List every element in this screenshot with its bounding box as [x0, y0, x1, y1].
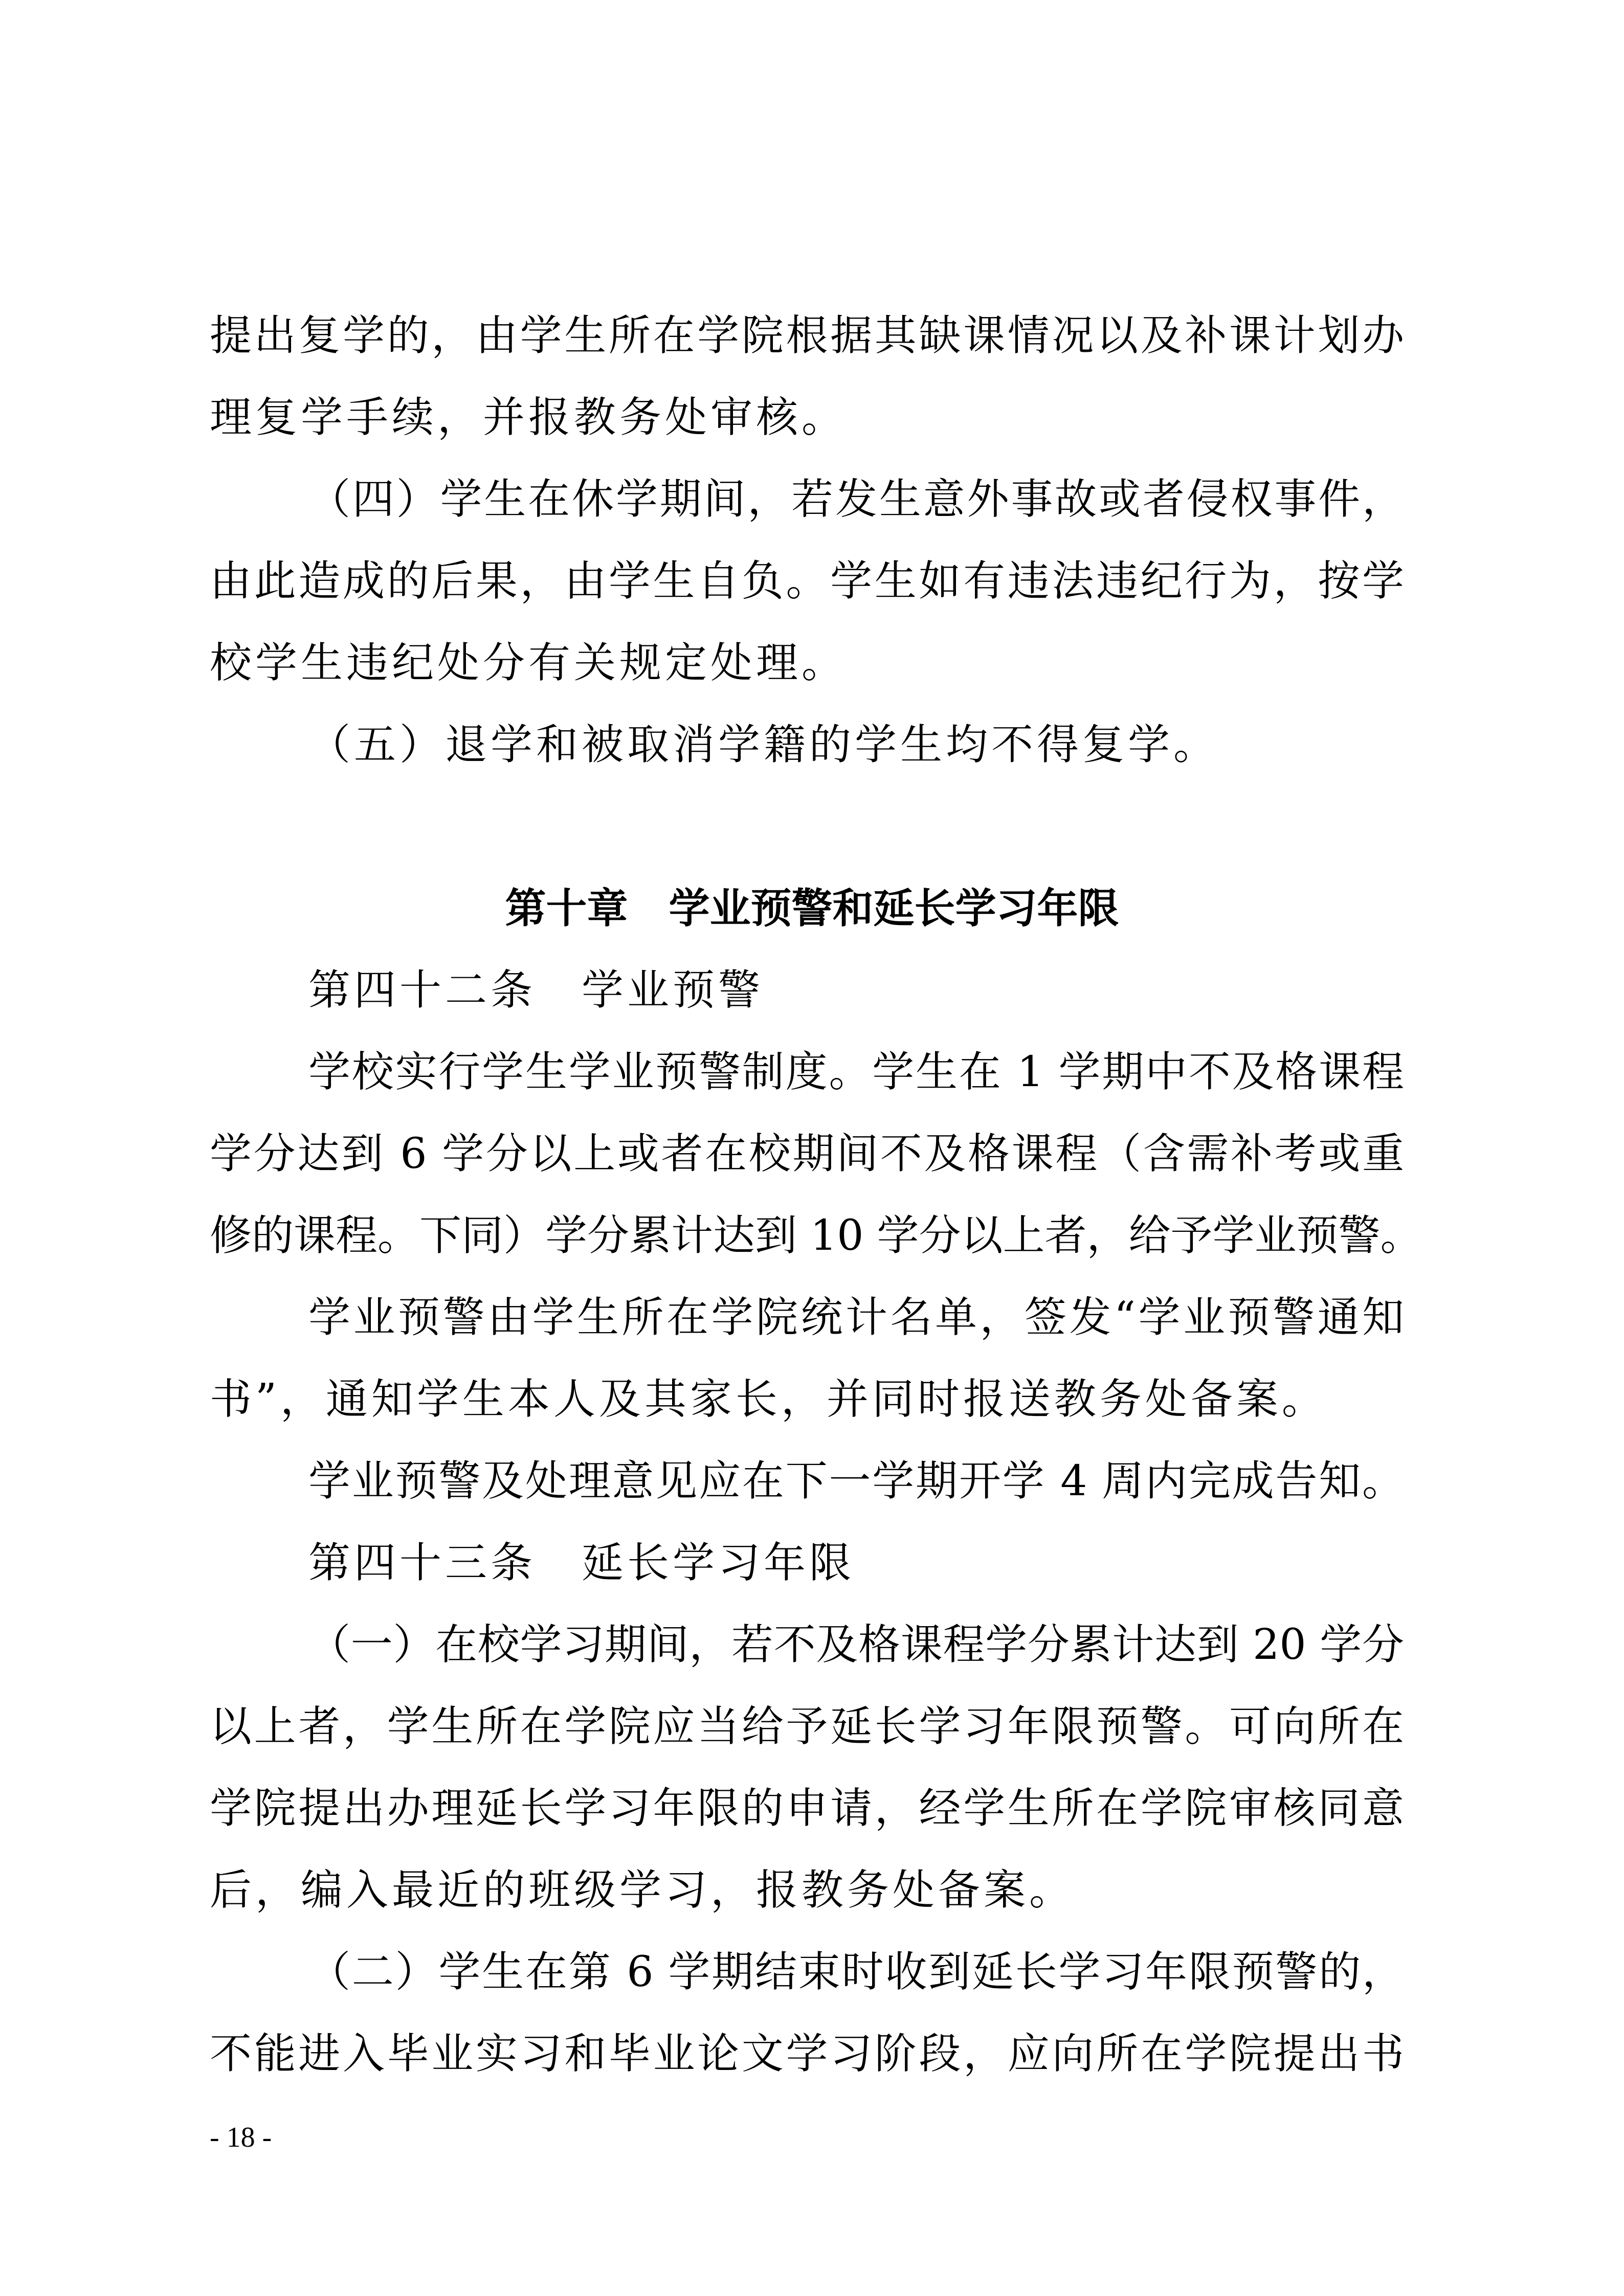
paragraph-line: （五）退学和被取消学籍的学生均不得复学。 [308, 721, 1219, 769]
paragraph-line: 以上者，学生所在学院应当给予延长学习年限预警。可向所在 [210, 1702, 1404, 1751]
paragraph-line: 由此造成的后果，由学生自负。学生如有违法违纪行为，按学 [210, 557, 1404, 605]
paragraph-line: 修的课程。下同）学分累计达到 10 学分以上者，给予学业预警。 [210, 1211, 1422, 1260]
paragraph-line: 学业预警及处理意见应在下一学期开学 4 周内完成告知。 [308, 1457, 1404, 1505]
paragraph-line: （一）在校学习期间，若不及格课程学分累计达到 20 学分 [308, 1620, 1404, 1669]
paragraph-line: 后，编入最近的班级学习，报教务处备案。 [210, 1866, 1075, 1915]
paragraph-line: 学分达到 6 学分以上或者在校期间不及格课程（含需补考或重 [210, 1130, 1404, 1178]
paragraph-line: （四）学生在休学期间，若发生意外事故或者侵权事件， [308, 475, 1404, 524]
paragraph-line: 校学生违纪处分有关规定处理。 [210, 639, 848, 687]
article-title: 第四十三条 延长学习年限 [308, 1539, 855, 1587]
paragraph-line: 不能进入毕业实习和毕业论文学习阶段，应向所在学院提出书 [210, 2030, 1404, 2078]
paragraph-line: 提出复学的，由学生所在学院根据其缺课情况以及补课计划办 [210, 311, 1404, 360]
page-number: - 18 - [210, 2122, 272, 2153]
paragraph-line: （二）学生在第 6 学期结束时收到延长学习年限预警的， [308, 1948, 1404, 1996]
article-title: 第四十二条 学业预警 [308, 966, 764, 1015]
paragraph-line: 学院提出办理延长学习年限的申请，经学生所在学院审核同意 [210, 1784, 1404, 1833]
paragraph-line: 理复学手续，并报教务处审核。 [210, 393, 848, 442]
paragraph-line: 学业预警由学生所在学院统计名单，签发“学业预警通知 [308, 1293, 1404, 1342]
paragraph-line: 书”，通知学生本人及其家长，并同时报送教务处备案。 [210, 1375, 1327, 1424]
chapter-heading: 第十章 学业预警和延长学习年限 [505, 885, 1119, 932]
paragraph-line: 学校实行学生学业预警制度。学生在 1 学期中不及格课程 [308, 1048, 1404, 1096]
